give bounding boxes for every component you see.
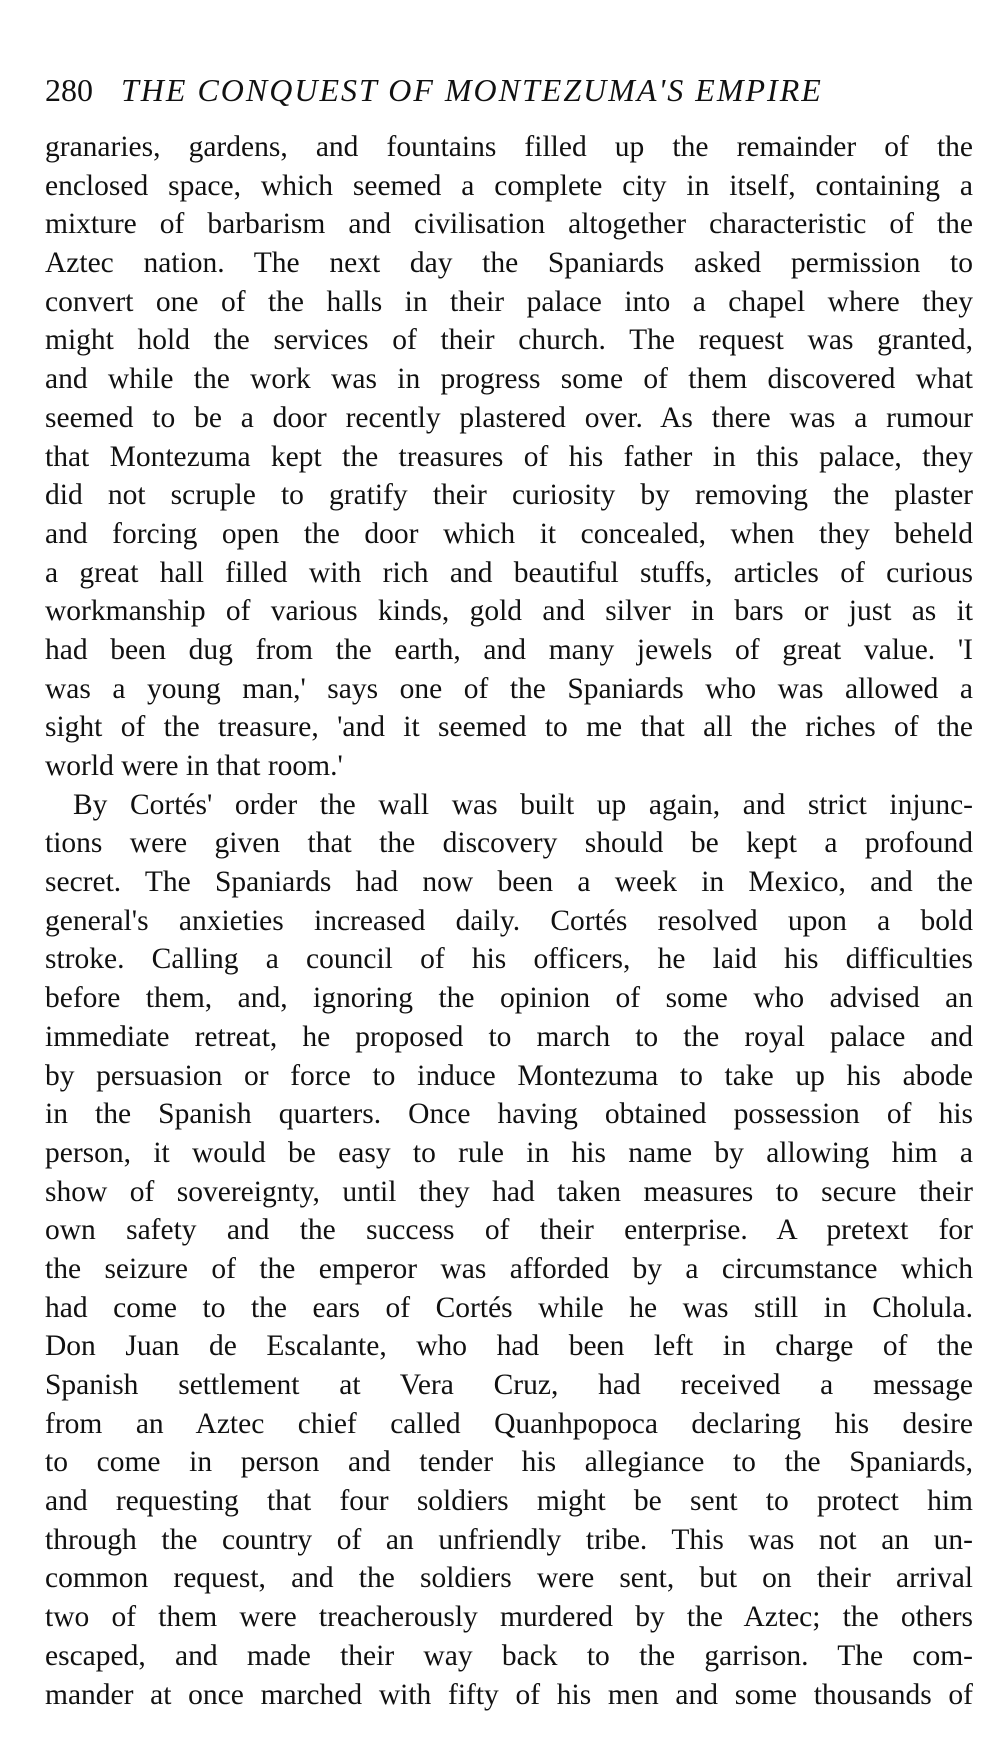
text-line: seemed to be a door recently plastered over. As there was a rumour [45, 401, 973, 434]
text-line: mander at once marched with fifty of his men and some thousands of [45, 1678, 973, 1711]
running-header [45, 72, 975, 109]
running-title: THE CONQUEST OF MONTEZUMA'S EMPIRE [121, 72, 823, 108]
text-line: in the Spanish quarters. Once having obtained possession of his [45, 1098, 973, 1131]
text-line: to come in person and tender his allegiance to the Spaniards, [45, 1446, 973, 1479]
text-line: escaped, and made their way back to the garrison. The com- [45, 1639, 973, 1672]
text-line: Spanish settlement at Vera Cruz, had received a message [45, 1369, 973, 1401]
text-line: world were in that room.' [45, 750, 343, 782]
text-line: had been dug from the earth, and many jewels of great value. 'I [45, 633, 973, 666]
text-line: was a young man,' says one of the Spaniards who was allowed a [45, 672, 973, 705]
paragraph [45, 786, 973, 1715]
text-line: show of sovereignty, until they had taken measures to secure their [45, 1175, 973, 1208]
text-line: and forcing open the door which it concealed, when they beheld [45, 517, 973, 550]
text-line: by persuasion or force to induce Montezuma to take up his abode [45, 1059, 973, 1092]
text-line: workmanship of various kinds, gold and silver in bars or just as it [45, 595, 973, 628]
text-line: through the country of an unfriendly tribe. This was not an un- [45, 1523, 973, 1556]
text-line: the seizure of the emperor was afforded by a circumstance which [45, 1252, 973, 1285]
page-body [45, 128, 973, 1714]
text-line: Aztec nation. The next day the Spaniards asked permission to [45, 247, 973, 280]
text-line: from an Aztec chief called Quanhpopoca declaring his desire [45, 1407, 973, 1440]
text-line: two of them were treacherously murdered by the Aztec; the others [45, 1601, 973, 1634]
paragraph [45, 128, 973, 786]
text-line: before them, and, ignoring the opinion of some who advised an [45, 982, 973, 1015]
text-line: and while the work was in progress some of them discovered what [45, 363, 973, 396]
text-line: that Montezuma kept the treasures of his father in this palace, they [45, 440, 973, 473]
text-line: By Cortés' order the wall was built up again, and strict injunc- [73, 788, 973, 821]
text-line: common request, and the soldiers were sent, but on their arrival [45, 1562, 973, 1595]
text-line: enclosed space, which seemed a complete city in itself, containing a [45, 169, 973, 202]
text-line: Don Juan de Escalante, who had been left in charge of the [45, 1330, 973, 1363]
text-line: might hold the services of their church. The request was granted, [45, 324, 973, 357]
text-line: granaries, gardens, and fountains filled up the remainder of the [45, 131, 973, 163]
text-line: secret. The Spaniards had now been a week in Mexico, and the [45, 866, 973, 899]
text-line: person, it would be easy to rule in his name by allowing him a [45, 1136, 973, 1169]
text-line: a great hall filled with rich and beautiful stuffs, articles of curious [45, 556, 973, 589]
text-line: general's anxieties increased daily. Cortés resolved upon a bold [45, 904, 973, 937]
text-line: immediate retreat, he proposed to march to the royal palace and [45, 1020, 973, 1053]
text-line: had come to the ears of Cortés while he was still in Cholula. [45, 1291, 973, 1324]
text-line: and requesting that four soldiers might be sent to protect him [45, 1485, 973, 1518]
text-line: own safety and the success of their enterprise. A pretext for [45, 1214, 973, 1247]
text-line: did not scruple to gratify their curiosity by removing the plaster [45, 479, 973, 512]
page-number: 280 [45, 72, 93, 108]
text-line: mixture of barbarism and civilisation altogether characteristic of the [45, 208, 973, 241]
text-line: convert one of the halls in their palace into a chapel where they [45, 285, 973, 318]
text-line: sight of the treasure, 'and it seemed to me that all the riches of the [45, 711, 973, 744]
text-line: stroke. Calling a council of his officers, he laid his difficulties [45, 943, 973, 976]
text-line: tions were given that the discovery should be kept a profound [45, 827, 973, 860]
